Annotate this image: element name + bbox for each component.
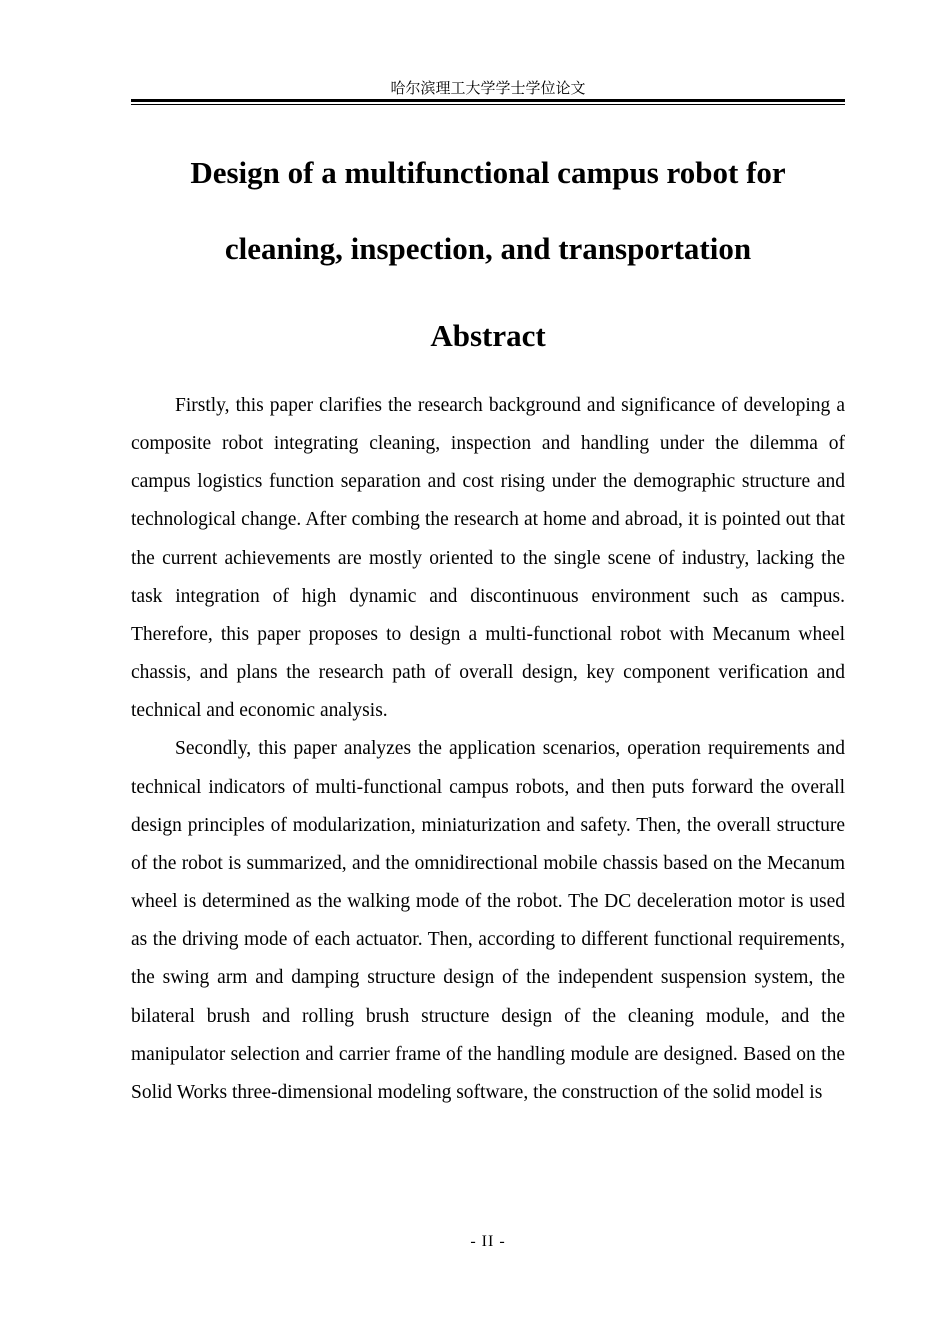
thesis-title-line-2: cleaning, inspection, and transportation: [224, 231, 752, 266]
header-rule-thick: [131, 99, 845, 102]
abstract-paragraph: Firstly, this paper clarifies the research background and significance of developing a composite robot integrating cleaning, inspection and handling under the dilemma of campus logistics function separation and cost rising under the demographic structure and technological change. After combing the research at home and abroad, it is pointed out that the current achievements are mostly oriented to the single scene of industry, lacking the task integration of high dynamic and discontinuous environment such as campus. Therefore, this paper proposes to design a multi-functional robot with Mecanum wheel chassis, and plans the research path of overall design, key component verification and technical and economic analysis.: [131, 395, 845, 722]
abstract-paragraph: Secondly, this paper analyzes the application scenarios, operation requirements and technical indicators of multi-functional campus robots, and then puts forward the overall design principles of modularization, miniaturization and safety. Then, the overall structure of the robot is summarized, and the omnidirectional mobile chassis based on the Mecanum wheel is determined as the walking mode of the robot. The DC deceleration motor is used as the driving mode of each actuator. Then, according to different functional requirements, the swing arm and damping structure design of the independent suspension system, the bilateral brush and rolling brush structure design of the cleaning module, and the manipulator selection and carrier frame of the handling module are designed. Based on the Solid Works three-dimensional modeling software, the construction of the solid model is: [131, 738, 845, 1103]
thesis-title-line-1: Design of a multifunctional campus robot for: [190, 155, 786, 190]
page-number: - II -: [470, 1233, 506, 1250]
header-rule-thin: [131, 104, 845, 105]
abstract-heading: Abstract: [430, 318, 546, 353]
running-header: 哈尔滨理工大学学士学位论文: [390, 81, 586, 97]
abstract-body: [131, 387, 845, 1112]
